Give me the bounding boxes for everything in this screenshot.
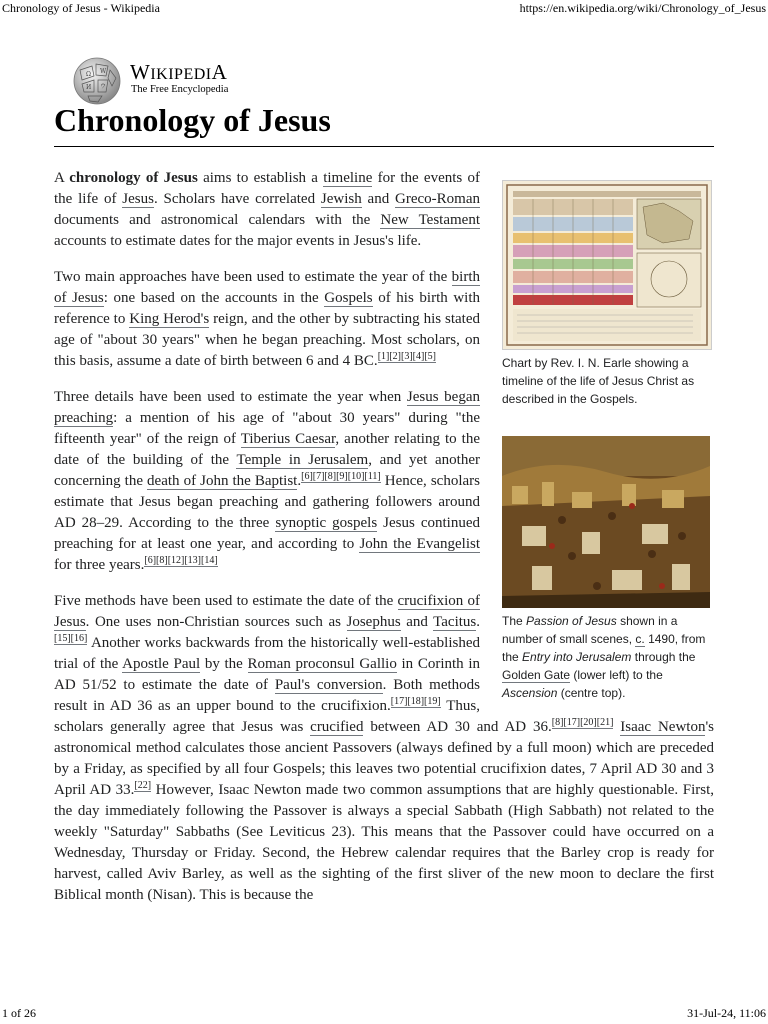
wikipedia-globe-icon[interactable] <box>72 56 122 106</box>
citation-link[interactable]: [6][8][12][13][14] <box>144 555 218 566</box>
print-datetime: 31-Jul-24, 11:06 <box>687 1006 766 1020</box>
page-url[interactable]: https://en.wikipedia.org/wiki/Chronology_of_Jesus <box>519 1 766 15</box>
jewish-link[interactable]: Jewish <box>320 191 362 207</box>
john-the-evangelist-link[interactable]: John the Evangelist <box>359 536 480 552</box>
temple-in-jerusalem-link[interactable]: Temple in Jerusalem <box>236 452 369 468</box>
paragraph: Five methods have been used to estimate the date of the crucifixion of Jesus. One uses non-Christian sources such as Josephus and Tacitus.[15][16] Another works backwards from the historically well-established trial of the Apostle Paul by the Roman proconsul Gallio in Corinth in AD 51/52 to estimate the date of Paul's conversion. Both methods result in AD 36 as an upper bound to the crucifixion.[17][18][19] Thus, scholars generally agree that Jesus was crucified between AD 30 and AD 36.[8][17][20][21] Isaac Newton's astronomical method calculates those ancient Passovers (always defined by a full moon) which are preceded by a Friday, as specified by all four Gospels; this leaves two potential crucifixion dates, 7 April AD 30 and 3 April AD 33.[22] However, Isaac Newton made two common assumptions that are highly questionable. First, the day immediately following the Passover is always a special Sabbath (High Sabbath) not related to the weekly "Saturday" Sabbaths (See Leviticus 23). This means that the Passover could have occurred on a Wednesday, Thursday or Friday. Second, the Hebrew calendar requires that the Barley crop is ready for harvest, called Aviv Barley, as well as the sighting of the first sliver of the new moon to declare the first Biblical month (Nisan). This is because the <box>54 593 715 903</box>
print-header <box>0 0 768 18</box>
isaac-newton-link[interactable]: Isaac Newton <box>620 719 706 735</box>
paragraph: Two main approaches have been used to estimate the year of the birth of Jesus: one based on the accounts in the Gospels of his birth with reference to King Herod's reign, and the other by subtracting his stated age of "about 30 years" when he began preaching. Most scholars, on this basis, assume a date of birth between 6 and 4 BC.[1][2][3][4][5] <box>54 269 480 369</box>
new-testament-link[interactable]: New Testament <box>380 212 480 228</box>
greco-roman-link[interactable]: Greco-Roman <box>395 191 480 207</box>
figure-caption: The Passion of Jesus shown in a number of small scenes, c. 1490, from the Entry into Jerusalem through the Golden Gate (lower left) to the Ascension (centre top). <box>502 614 706 700</box>
roman-proconsul-gallio-link[interactable]: Roman proconsul Gallio <box>247 656 397 672</box>
svg-text:W: W <box>100 68 107 75</box>
citation-link[interactable]: [15][16] <box>54 633 88 644</box>
page-title: Chronology of Jesus <box>54 102 331 138</box>
citation-link[interactable]: [1][2][3][4][5] <box>377 351 436 362</box>
paragraph: Three details have been used to estimate the year when Jesus began preaching: a mention of his age of "about 30 years" during "the fifteenth year" of the reign of Tiberius Caesar, another relating to the date of the building of the Temple in Jerusalem, and yet another concerning the death of John the Baptist.[6][7][8][9][10][11] Hence, scholars estimate that Jesus began preaching and gathering followers around AD 28–29. According to the three synoptic gospels Jesus continued preaching for at least one year, and according to John the Evangelist for three years.[6][8][12][13][14] <box>54 389 480 573</box>
page-number: 1 of 26 <box>2 1006 36 1020</box>
svg-text:Ω: Ω <box>86 71 91 78</box>
citation-link[interactable]: [8][17][20][21] <box>551 717 614 728</box>
jesus-began-preaching-link[interactable]: Jesus began preaching <box>54 389 480 426</box>
king-herod-link[interactable]: King Herod's <box>129 311 210 327</box>
timeline-chart-image[interactable] <box>502 180 712 350</box>
citation-link[interactable]: [17][18][19] <box>390 696 441 707</box>
death-of-john-the-baptist-link[interactable]: death of John the Baptist <box>147 473 298 489</box>
citation-link[interactable]: [6][7][8][9][10][11] <box>301 471 381 482</box>
golden-gate-link[interactable]: Golden Gate <box>502 668 571 682</box>
paragraph: A chronology of Jesus aims to establish a timeline for the events of the life of Jesus. Scholars have correlated Jewish and Greco-Roman documents and astronomical calendars with the New Testament accounts to estimate dates for the major events in Jesus's life. <box>54 170 480 249</box>
svg-text:ウ: ウ <box>100 83 107 90</box>
passion-painting-image[interactable] <box>502 436 710 608</box>
tiberius-caesar-link[interactable]: Tiberius Caesar <box>240 431 336 447</box>
circa-link[interactable]: c. <box>635 632 645 646</box>
jesus-link[interactable]: Jesus <box>122 191 154 207</box>
citation-link[interactable]: [22] <box>134 780 152 791</box>
crucifixion-of-jesus-link[interactable]: crucifixion of Jesus <box>54 593 480 630</box>
gospels-link[interactable]: Gospels <box>324 290 373 306</box>
tacitus-link[interactable]: Tacitus <box>433 614 477 630</box>
tab-title: Chronology of Jesus - Wikipedia <box>2 1 160 15</box>
pauls-conversion-link[interactable]: Paul's conversion <box>274 677 383 693</box>
crucified-link[interactable]: crucified <box>310 719 364 735</box>
josephus-link[interactable]: Josephus <box>346 614 401 630</box>
apostle-paul-link[interactable]: Apostle Paul <box>122 656 201 672</box>
title-divider <box>54 146 714 147</box>
figure-column <box>502 180 714 702</box>
print-footer <box>0 1006 768 1024</box>
synoptic-gospels-link[interactable]: synoptic gospels <box>275 515 378 531</box>
birth-of-jesus-link[interactable]: birth of Jesus <box>54 269 480 306</box>
svg-text:И: И <box>86 84 92 91</box>
wikipedia-tagline: The Free Encyclopedia <box>131 84 229 95</box>
timeline-link[interactable]: timeline <box>323 170 373 186</box>
figure-caption: Chart by Rev. I. N. Earle showing a timeline of the life of Jesus Christ as described in the Gospels. <box>502 356 695 406</box>
article-body <box>54 168 714 921</box>
wikipedia-wordmark[interactable]: WIKIPEDIA <box>130 60 228 84</box>
